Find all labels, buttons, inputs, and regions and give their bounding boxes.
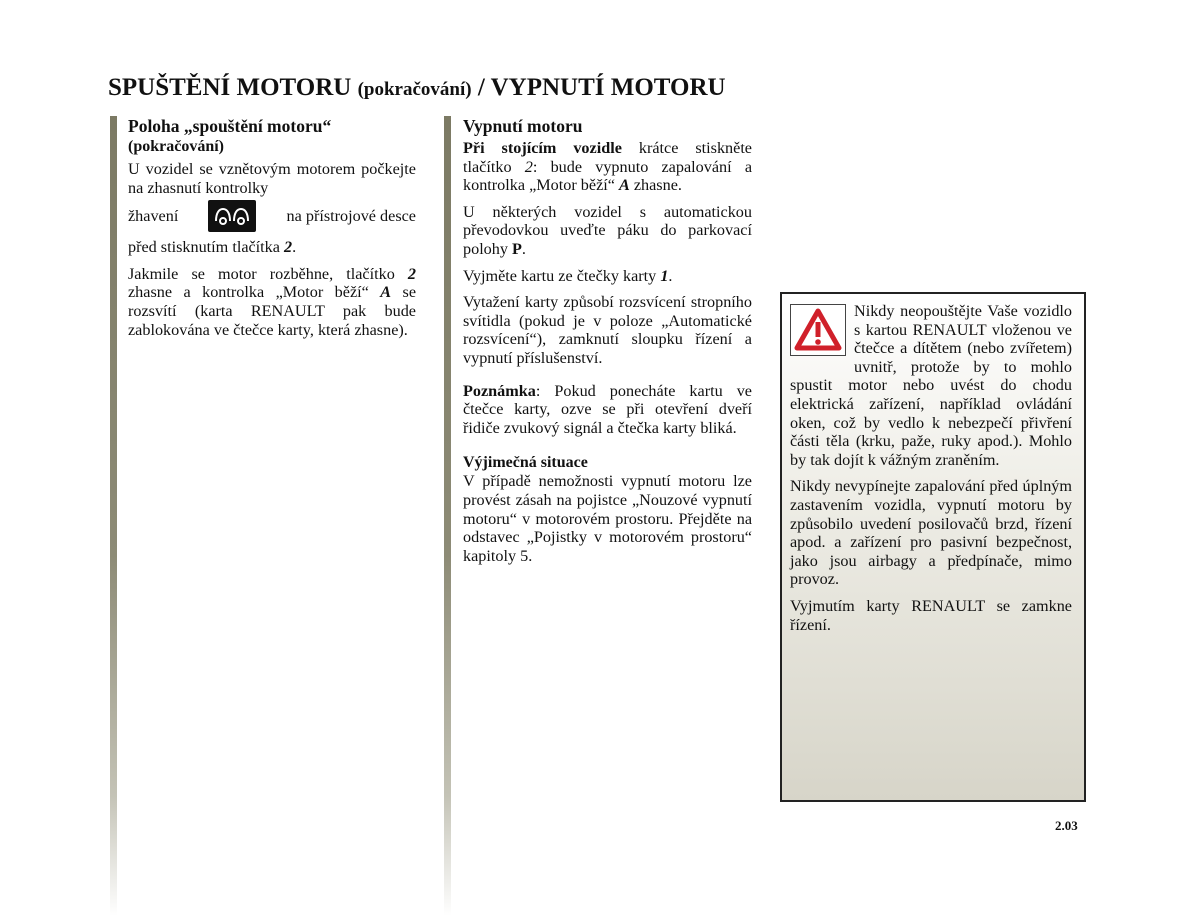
middle-paragraph-4: Vytažení karty způsobí rozsvícení stropního svítidla (pokud je v poloze „Automatické rozsvícení“), zamknutí sloupku řízení a vypnutí příslušenství. (463, 293, 752, 367)
left-paragraph-2: Jakmile se motor rozběhne, tlačítko 2 zhasne a kontrolka „Motor běží“ A se rozsvítí (karta RENAULT pak bude zablokována ve čtečce karty, která zhasne). (128, 264, 416, 339)
glow-plug-line (128, 200, 416, 232)
left-paragraph-1-end: před stisknutím tlačítka 2. (128, 238, 297, 257)
title-main-1: SPUŠTĚNÍ MOTORU (108, 74, 352, 101)
title-main-2: / VYPNUTÍ MOTORU (477, 74, 726, 101)
warning-paragraph-1: Nikdy neopouštějte Vaše vozidlo s kartou RENAULT vloženou ve čtečce a dítětem (nebo zvířetem) uvnitř, protože by to mohlo spustit motor nebo uvést do chodu elektrická zařízení, například ovládání oken, což by vedlo k nebezpečí přivření části těla (krku, paže, ruky apod.). Mohlo by tak dojít k vážným zraněním. (790, 302, 1072, 469)
middle-paragraph-2: U některých vozidel s automatickou převodovkou uveďte páku do parkovací polohy P. (463, 202, 752, 258)
left-column (128, 116, 416, 347)
left-column-bar (110, 116, 117, 916)
middle-paragraph-5: V případě nemožnosti vypnutí motoru lze provést zásah na pojistce „Nouzové vypnutí motoru“ v motorovém prostoru. Přejděte na odstavec „Pojistky v motorovém prostoru“ kapitoly 5. (463, 472, 752, 565)
left-heading: Poloha „spouštění motoru“ (128, 116, 332, 136)
page-title (108, 74, 726, 102)
text-before-icon: žhavení (128, 206, 179, 225)
warning-triangle-icon (790, 304, 846, 356)
glow-plug-icon (208, 200, 256, 232)
title-subtitle: (pokračování) (357, 79, 472, 100)
middle-paragraph-1: Při stojícím vozidle krátce stiskněte tlačítko 2: bude vypnuto zapalování a kontrolka „Motor běží“ A zhasne. (463, 139, 753, 195)
middle-column (463, 116, 752, 573)
middle-note: Poznámka: Pokud ponecháte kartu ve čtečce karty, ozve se při otevření dveří řidiče zvukový signál a čtečka karty bliká. (463, 381, 752, 437)
middle-heading: Vypnutí motoru (463, 116, 583, 136)
text-after-icon: na přístrojové desce (286, 206, 416, 225)
middle-column-bar (444, 116, 451, 916)
warning-paragraph-3: Vyjmutím karty RENAULT se zamkne řízení. (790, 596, 1072, 634)
middle-heading-2: Výjimečná situace (463, 454, 588, 472)
middle-paragraph-3: Vyjměte kartu ze čtečky karty 1. (463, 266, 673, 285)
left-paragraph-1: U vozidel se vznětovým motorem počkejte na zhasnutí kontrolky (128, 160, 416, 197)
warning-box (780, 292, 1086, 802)
left-subheading: (pokračování) (128, 138, 224, 155)
warning-paragraph-2: Nikdy nevypínejte zapalování před úplným zastavením vozidla, vypnutí motoru by způsobilo uvedení posilovačů brzd, řízení apod. a zařízení pro pasivní bezpečnost, jako jsou airbagy a předpínače, mimo provoz. (790, 477, 1072, 589)
page-number: 2.03 (1055, 818, 1078, 833)
